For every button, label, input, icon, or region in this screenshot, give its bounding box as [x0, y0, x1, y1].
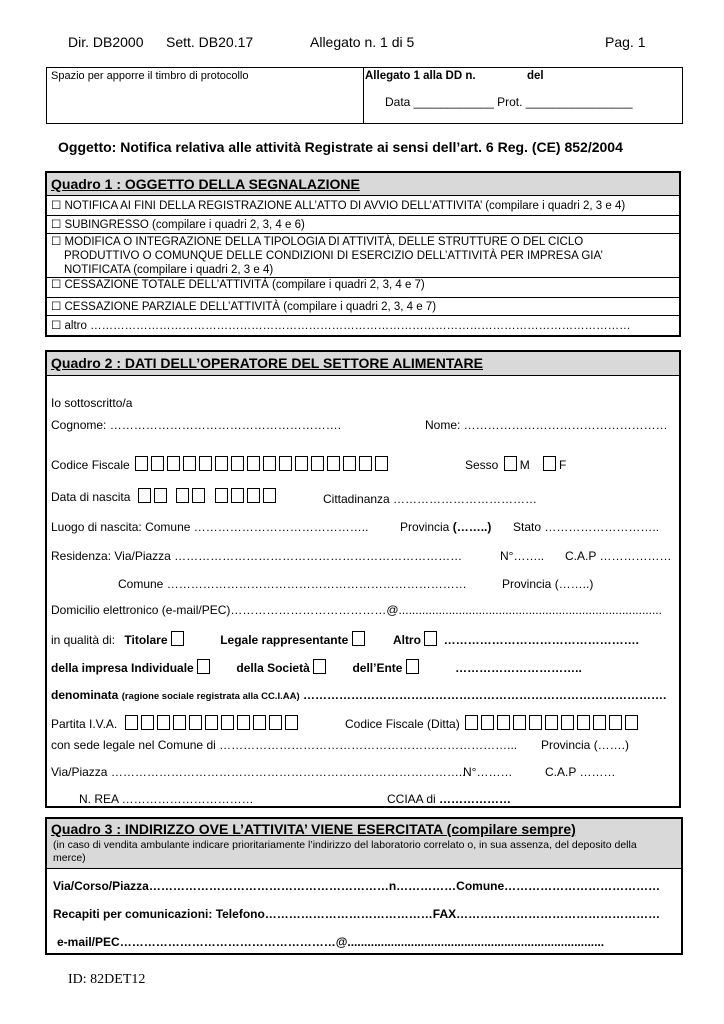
header-sett: Sett. DB20.17 — [166, 34, 254, 50]
quadro2-section — [45, 350, 681, 808]
comune-nascita-field[interactable]: : Comune …………………………………….. — [138, 520, 369, 534]
impresa-row — [51, 659, 582, 675]
data-nascita-row — [51, 488, 279, 504]
sesso-f-checkbox[interactable] — [543, 456, 556, 471]
email-pec-field[interactable]: e-mail/PEC………………………………………………@............................................................................. — [57, 935, 605, 949]
societa-checkbox[interactable] — [313, 659, 326, 674]
header-page: Pag. 1 — [605, 34, 646, 50]
sesso-label: Sesso — [465, 458, 499, 472]
ente-field[interactable]: ………………………….. — [455, 661, 582, 675]
cciaa-label: CCIAA di — [387, 792, 436, 806]
denominata-row — [51, 688, 666, 702]
domicilio-field[interactable]: Domicilio elettronico (e-mail/PEC)…………………………………@............................................................................... — [51, 603, 662, 617]
impresa-label: della impresa Individuale — [51, 661, 194, 675]
quadro3-title: Quadro 3 : INDIRIZZO OVE L’ATTIVITA’ VIENE ESERCITATA (compilare sempre) — [51, 821, 576, 837]
quadro2-title: Quadro 2 : DATI DELL’OPERATORE DEL SETTORE ALIMENTARE — [47, 352, 679, 376]
quadro3-note-line2: merce) — [53, 852, 86, 864]
denominata-label: denominata — [51, 688, 119, 702]
titolare-label: Titolare — [124, 633, 168, 647]
denominata-note: (ragione sociale registrata alla CC.I.AA) — [121, 691, 300, 702]
quadro1-title: Quadro 1 : OGGETTO DELLA SEGNALAZIONE — [47, 173, 679, 196]
rea-field[interactable]: N. REA …………………………… — [79, 792, 254, 806]
via-attivita-field[interactable]: Via/Corso/Piazza……………………………………………………n……………Comune………………………………… — [53, 879, 661, 893]
cciaa-row — [387, 792, 511, 806]
ente-label: dell’Ente — [352, 661, 403, 675]
societa-label: della Società — [236, 661, 310, 675]
provincia-label: Provincia — [400, 520, 450, 534]
qualita-label: in qualità di: — [51, 633, 116, 647]
sede-legale-field[interactable]: con sede legale nel Comune di ………………………………………………………………... — [51, 738, 518, 752]
partita-iva-label: Partita I.V.A. — [51, 717, 118, 731]
legale-label: Legale rappresentante — [220, 633, 349, 647]
cap-field[interactable]: C.A.P ……………… — [565, 549, 672, 563]
comune-residenza-field[interactable]: Comune ………………………………………………………………… — [118, 577, 467, 591]
stamp-label: Spazio per apporre il timbro di protocollo — [51, 70, 249, 82]
cf-ditta-boxes[interactable] — [465, 717, 641, 731]
sesso-row — [465, 456, 566, 472]
numero-sede-field[interactable]: N°……… — [463, 765, 513, 779]
stato-field[interactable]: Stato ……………………….. — [513, 520, 660, 534]
subject-line: Oggetto: Notifica relativa alle attività Registrate ai sensi dell’art. 6 Reg. (CE) 852/2004 — [58, 139, 623, 155]
document-id: ID: 82DET12 — [68, 972, 146, 987]
cognome-field[interactable]: Cognome: …………………………………………………. — [51, 418, 342, 432]
altro-checkbox[interactable] — [424, 631, 437, 646]
partita-iva-boxes[interactable] — [125, 717, 301, 731]
titolare-checkbox[interactable] — [171, 631, 184, 646]
sesso-m-label: M — [519, 458, 530, 472]
cf-ditta-row — [345, 715, 641, 731]
impresa-checkbox[interactable] — [197, 659, 210, 674]
recapiti-field[interactable]: Recapiti per comunicazioni: Telefono……………………………………FAX…………………………………………… — [53, 907, 661, 921]
header-dir: Dir. DB2000 — [68, 34, 144, 50]
provincia-sede-field[interactable]: Provincia (…….) — [541, 738, 630, 752]
option-cessazione-parziale[interactable]: ☐ CESSAZIONE PARZIALE DELL’ATTIVITÀ (compilare i quadri 2, 3, 4 e 7) — [51, 301, 437, 313]
option-notifica[interactable]: ☐ NOTIFICA AI FINI DELLA REGISTRAZIONE ALL’ATTO DI AVVIO DELL’ATTIVITA’ (compilare i quadri 2, 3 e 4) — [51, 200, 626, 212]
cap-sede-field[interactable]: C.A.P ……… — [545, 765, 616, 779]
protocol-box — [46, 67, 683, 124]
residenza-field[interactable]: Residenza: Via/Piazza ……………………………………………………………… — [51, 549, 463, 563]
option-cessazione-totale[interactable]: ☐ CESSAZIONE TOTALE DELL’ATTIVITÀ (compilare i quadri 2, 3, 4 e 7) — [51, 279, 425, 291]
quadro3-header — [47, 819, 681, 869]
codice-fiscale-label: Codice Fiscale — [51, 458, 130, 472]
data-nascita-boxes[interactable] — [138, 490, 279, 504]
header-allegato: Allegato n. 1 di 5 — [310, 34, 415, 50]
codice-fiscale-row — [51, 456, 391, 472]
allegato-dd-label: Allegato 1 alla DD n. — [365, 70, 476, 82]
del-label: del — [527, 70, 544, 82]
luogo-nascita-label: Luogo di nascita — [51, 520, 139, 534]
cf-ditta-label: Codice Fiscale (Ditta) — [345, 717, 460, 731]
option-subingresso[interactable]: ☐ SUBINGRESSO (compilare i quadri 2, 3, 4 e 6) — [51, 219, 305, 231]
via-piazza-field[interactable]: Via/Piazza …………………………………………………………………………….. — [51, 765, 466, 779]
option-modifica-line2: PRODUTTIVO O COMUNQUE DELLE CONDIZIONI DI ESERCIZIO DELL’ATTIVITÀ PER IMPRESA GIA’ — [64, 250, 603, 262]
sesso-m-checkbox[interactable] — [504, 456, 517, 471]
option-modifica-line3: NOTIFICATA (compilare i quadri 2, 3 e 4) — [64, 264, 274, 276]
altro-field[interactable]: …………………………………………. — [443, 633, 639, 647]
provincia-nascita-row — [400, 520, 491, 534]
cittadinanza-field[interactable]: Cittadinanza ……………………………… — [323, 492, 538, 506]
quadro1-section — [45, 171, 681, 337]
provincia-nascita-field[interactable]: (……..) — [452, 520, 492, 534]
ente-checkbox[interactable] — [406, 659, 419, 674]
nome-field[interactable]: Nome: …………………………………………… — [425, 418, 668, 432]
option-altro[interactable]: ☐ altro …………………………………………………………………………………………………………………………… — [51, 320, 631, 332]
partita-iva-row — [51, 715, 301, 731]
data-nascita-label: Data di nascita — [51, 490, 131, 504]
numero-field[interactable]: N°…….. — [500, 549, 545, 563]
altro-label: Altro — [392, 633, 421, 647]
sottoscritto-label: Io sottoscritto/a — [51, 396, 133, 410]
sesso-f-label: F — [559, 458, 567, 472]
luogo-nascita-row — [51, 520, 368, 534]
legale-checkbox[interactable] — [352, 631, 365, 646]
cciaa-field[interactable]: ……………… — [439, 792, 512, 806]
quadro3-section — [45, 817, 683, 955]
qualita-row — [51, 631, 639, 647]
option-modifica[interactable]: ☐ MODIFICA O INTEGRAZIONE DELLA TIPOLOGIA DI ATTIVITÀ, DELLE STRUTTURE O DEL CICLO — [51, 236, 584, 248]
denominata-field[interactable]: ………………………………………………………………………………. — [302, 688, 667, 702]
codice-fiscale-boxes[interactable] — [135, 458, 391, 472]
provincia-residenza-field[interactable]: Provincia (……..) — [502, 577, 594, 591]
quadro3-note-line1: (in caso di vendita ambulante indicare prioritariamente l’indirizzo del laboratorio correlato o, in sua assenza, del deposito della — [53, 839, 637, 851]
data-prot-field[interactable]: Data ____________ Prot. ________________ — [385, 95, 633, 109]
